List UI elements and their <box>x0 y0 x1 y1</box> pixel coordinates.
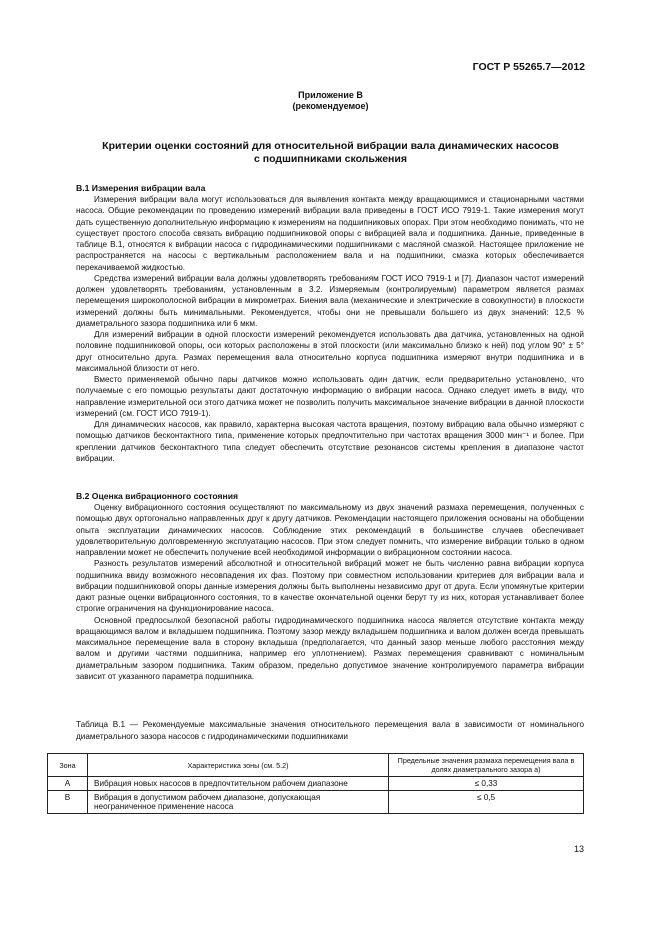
header-zone: Зона <box>48 754 88 777</box>
table-caption: Таблица В.1 — Рекомендуемые максимальные значения относительного перемещения вала в зависимости от номинального диаметрального зазора насосов с гидродинамическими подшипниками <box>76 720 584 741</box>
page-number: 13 <box>573 844 584 854</box>
cell-limit: ≤ 0,5 <box>389 791 584 814</box>
paragraph: Измерения вибрации вала могут использоваться для выявления контакта между вращающимися и стационарными частями насоса. Общие рекомендации по проведению измерений вибрации вала приведены в ГОСТ ИСО 7919-1. Такие измерения могут дать существенную дополнительную информацию к измерениям на подшипниковых опорах. При этом необходимо понимать, что не существует простого способа связать вибрацию подшипниковой опоры с вибрацией вала и подшипника. Данные, приведенные в таблице В.1, относятся к вибрации насоса с гидродинамическими подшипниками с масляной смазкой. Настоящее приложение не распространяется на насосы с вертикальным расположением вала и на подшипники, смазка которых обеспечивается перекачиваемой жидкостью. <box>76 195 584 272</box>
table-row <box>48 791 584 814</box>
paragraph: Для динамических насосов, как правило, характерна высокая частота вращения, поэтому вибрацию вала обычно измеряют с помощью датчиков бесконтактного типа, применение которых предпочтительно при частотах вращения 3000 мин⁻¹ и более. При креплении датчиков бесконтактного типа следует обеспечить отсутствие резонансов системы крепления в диапазоне частот вибрации. <box>76 420 584 463</box>
section-b1 <box>76 182 584 464</box>
header-characteristic: Характеристика зоны (см. 5.2) <box>88 754 389 777</box>
cell-zone: А <box>48 777 88 791</box>
appendix-subtitle: (рекомендуемое) <box>292 101 369 111</box>
table-header-row <box>48 754 584 777</box>
title-line-1: Критерии оценки состояний для относительной вибрации вала динамических насосов <box>102 140 559 152</box>
section-b1-heading: В.1 Измерения вибрации вала <box>76 183 206 193</box>
vibration-limits-table <box>47 753 584 814</box>
cell-characteristic: Вибрация новых насосов в предпочтительном рабочем диапазоне <box>88 777 389 791</box>
header-limit: Предельные значения размаха перемещения вала в долях диаметрального зазора а) <box>389 754 584 777</box>
appendix-title: Приложение В <box>298 90 363 100</box>
section-b2 <box>76 490 584 682</box>
paragraph: Основной предпосылкой безопасной работы гидродинамического подшипника насоса является отсутствие контакта между вращающимся валом и вкладышем подшипника. Поэтому зазор между вкладышем подшипника и валом должен всегда превышать максимальное перемещение вала в сторону вкладыша (предполагается, что данный зазор меньше любого расстояния между валом и другими частями подшипника, например его уплотнением). Размах перемещения сравнивают с номинальным диаметральным зазором подшипника. Таким образом, предельно допустимое значение контролируемого параметра вибрации зависит от указанного параметра подшипника. <box>76 615 584 681</box>
table-row <box>48 777 584 791</box>
paragraph: Оценку вибрационного состояния осуществляют по максимальному из двух значений размаха перемещения, полученных с помощью двух ортогонально направленных друг к другу датчиков. Рекомендации настоящего приложения основаны на обобщении опыта эксплуатации динамических насосов. Соблюдение этих рекомендаций в большинстве случаев обеспечивает удовлетворительную долговременную эксплуатацию насосов. При этом следует помнить, что измерение вибрации только в одном направлении может не обеспечить получение всей необходимой информации о вибрационном состоянии насоса. <box>76 503 584 557</box>
cell-characteristic: Вибрация в допустимом рабочем диапазоне, допускающая неограниченное применение насоса <box>88 791 389 814</box>
section-b2-heading: В.2 Оценка вибрационного состояния <box>76 491 239 501</box>
paragraph: Вместо применяемой обычно пары датчиков можно использовать один датчик, если предварительно установлено, что получаемые с его помощью результаты дают достаточную информацию о вибрации насоса. Однако следует иметь в виду, что направление измерительной оси этого датчика может не позволить получить максимальное значение вибрации в данной плоскости измерений (см. ГОСТ ИСО 7919-1). <box>76 375 584 418</box>
cell-zone: В <box>48 791 88 814</box>
standard-header: ГОСТ Р 55265.7—2012 <box>472 61 585 73</box>
document-title <box>0 140 661 166</box>
appendix-heading <box>0 90 661 112</box>
paragraph: Для измерений вибрации в одной плоскости измерений рекомендуется использовать два датчика, установленных на одной половине подшипниковой опоры, оси которых расположены в этой плоскости (или максимально близко к ней) под углом 90° ± 5° друг относительно друга. Размах перемещения вала относительно корпуса подшипника измеряют внутри подшипника и в максимальной близости от него. <box>76 330 584 373</box>
paragraph: Средства измерений вибрации вала должны удовлетворять требованиям ГОСТ ИСО 7919-1 и [7]. Диапазон частот измерений должен удовлетворять требованиям, установленным в 3.2. Измеряемым (контролируемым) параметром является размах перемещения широкополосной вибрации в микрометрах. Биения вала (механические и электрические в совокупности) в плоскости измерений должны быть минимальными. Рекомендуется, чтобы они не превышали большего из двух значений: 12,5 % диаметрального зазора подшипника или 6 мкм. <box>76 273 584 328</box>
cell-limit: ≤ 0,33 <box>389 777 584 791</box>
paragraph: Разность результатов измерений абсолютной и относительной вибраций может не быть численно равна вибрации корпуса подшипника ввиду возможного несовпадения их фаз. Поэтому при совместном использовании критериев для вибрации вала и вибрации подшипниковой опоры данные измерения должны быть выполнены независимо друг от друга. Если упомянутые критерии дают разные оценки вибрационного состояния, то в качестве окончательной оценки берут ту из них, которая устанавливает более строгие ограничения на функционирование насоса. <box>76 559 584 614</box>
title-line-2: с подшипниками скольжения <box>254 153 407 165</box>
